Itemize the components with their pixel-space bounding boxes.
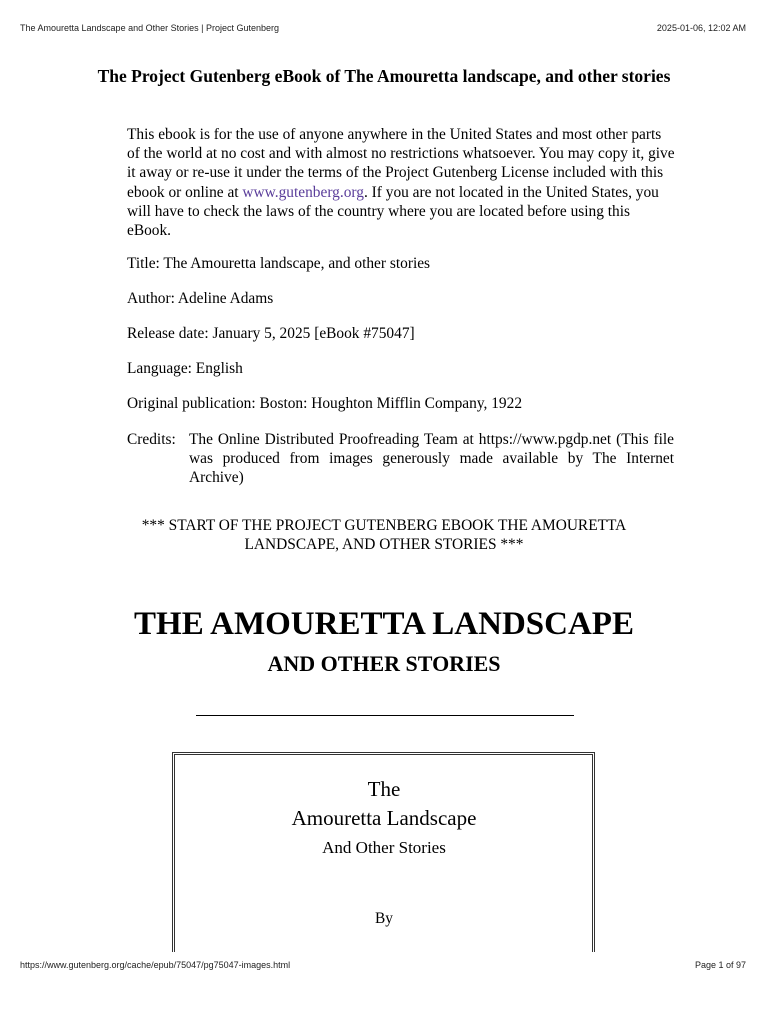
print-header-timestamp: 2025-01-06, 12:02 AM: [656, 23, 746, 33]
credits-text: The Online Distributed Proofreading Team at https://www.pgdp.net (This file was produced from images generously made available by The Internet Archive): [189, 431, 674, 487]
print-footer: [20, 960, 746, 970]
ebook-title: The Project Gutenberg eBook of The Amouretta landscape, and other stories: [97, 66, 671, 86]
book-title: THE AMOURETTA LANDSCAPE: [134, 606, 634, 642]
meta-publication: Original publication: Boston: Houghton Mifflin Company, 1922: [127, 395, 523, 412]
print-header-title: The Amouretta Landscape and Other Stories | Project Gutenberg: [20, 23, 279, 33]
credits-label: Credits:: [127, 431, 176, 448]
cover-line-subtitle: And Other Stories: [322, 838, 446, 857]
intro-text-start: This ebook is for the use of anyone anywhere in the United States and most other parts of the world at no cost and with almost no restrictions whatsoever. You may copy it, give it away or re-use it under the terms of the Project Gutenberg License included with this ebook or online at: [127, 126, 675, 201]
meta-credits: [127, 430, 674, 488]
print-footer-page-number: Page 1 of 97: [694, 960, 746, 970]
gutenberg-link[interactable]: www.gutenberg.org: [242, 183, 364, 201]
horizontal-rule: [196, 715, 574, 716]
meta-language: Language: English: [127, 360, 243, 377]
cover-line-title: Amouretta Landscape: [291, 806, 477, 830]
print-header: [20, 23, 746, 33]
print-footer-url: https://www.gutenberg.org/cache/epub/75047/pg75047-images.html: [20, 960, 291, 970]
cover-line-by: By: [375, 910, 393, 927]
meta-author: Author: Adeline Adams: [127, 290, 274, 307]
book-subtitle: AND OTHER STORIES: [267, 651, 501, 676]
intro-text-end: . If you are not located in the United States, you will have to check the laws of the country where you are located before using this eBook.: [127, 183, 659, 240]
meta-title: Title: The Amouretta landscape, and other stories: [127, 255, 431, 272]
cover-line-the: The: [367, 777, 401, 801]
meta-release-date: Release date: January 5, 2025 [eBook #75047]: [127, 325, 415, 342]
intro-paragraph: [127, 125, 677, 240]
start-marker: *** START OF THE PROJECT GUTENBERG EBOOK THE AMOURETTA LANDSCAPE, AND OTHER STORIES ***: [141, 517, 627, 554]
